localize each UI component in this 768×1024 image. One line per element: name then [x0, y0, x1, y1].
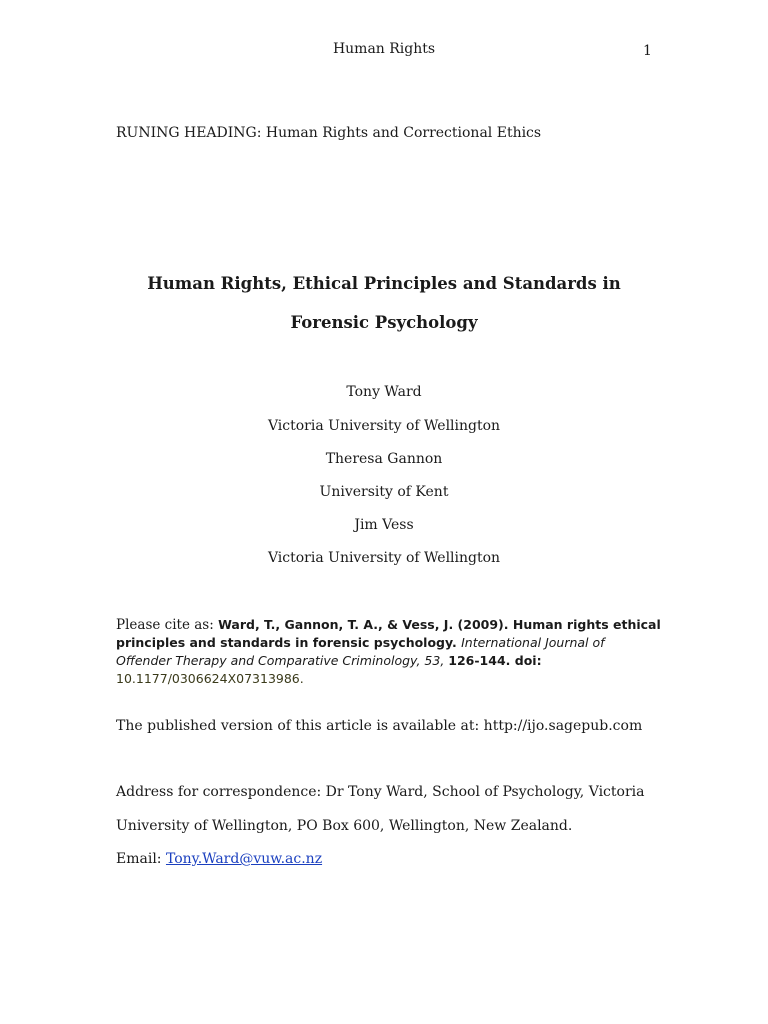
author-name: Tony Ward	[346, 384, 422, 400]
published-version-note: The published version of this article is available at: http://ijo.sagepub.com	[116, 718, 643, 734]
author-affiliation: Victoria University of Wellington	[267, 550, 501, 566]
page-number: 1	[643, 43, 652, 59]
citation-authors: Ward, T., Gannon, T. A., & Vess, J. (2009). Human rights ethical principles and standards in forensic psychology.	[116, 617, 661, 650]
citation-doi: 10.1177/0306624X07313986.	[116, 671, 304, 686]
correspondence-address-line-1: Address for correspondence: Dr Tony Ward, School of Psychology, Victoria	[116, 784, 645, 800]
citation-journal: International Journal of Offender Therapy and Comparative Criminology, 53,	[116, 635, 605, 668]
running-header: Human Rights	[332, 41, 436, 57]
citation-prefix: Please cite as:	[116, 617, 219, 633]
author-affiliation: University of Kent	[319, 484, 449, 500]
author-name: Jim Vess	[354, 517, 414, 533]
email-label: Email:	[116, 851, 166, 867]
running-heading: RUNING HEADING: Human Rights and Correctional Ethics	[116, 125, 542, 141]
author-affiliation: Victoria University of Wellington	[267, 418, 501, 434]
citation-block	[116, 616, 661, 688]
citation-pages: 126-144. doi:	[448, 653, 542, 668]
author-name: Theresa Gannon	[325, 451, 443, 467]
paper-title-line-1: Human Rights, Ethical Principles and Standards in	[147, 274, 621, 293]
paper-title-line-2: Forensic Psychology	[290, 313, 478, 332]
correspondence-address-line-2: University of Wellington, PO Box 600, Wellington, New Zealand.	[116, 818, 573, 834]
email-line	[116, 851, 322, 867]
email-link[interactable]: Tony.Ward@vuw.ac.nz	[165, 851, 323, 867]
